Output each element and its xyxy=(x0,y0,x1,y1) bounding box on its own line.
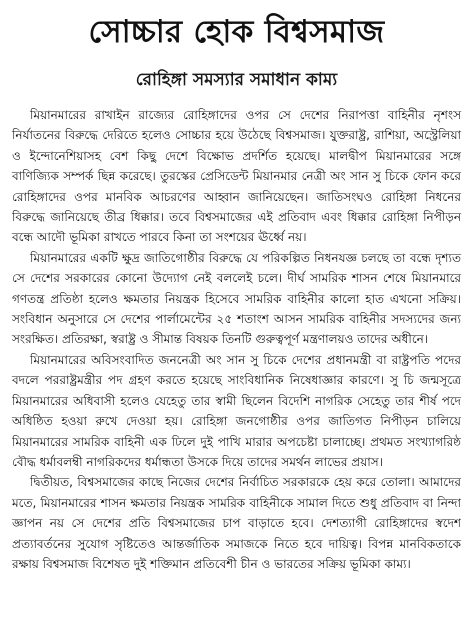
headline: সোচ্চার হোক বিশ্বসমাজ xyxy=(88,14,385,50)
subheadline: রোহিঙ্গা সমস্যার সমাধান কাম্য xyxy=(135,70,338,90)
paragraph-4: দ্বিতীয়ত, বিশ্বসমাজের কাছে নিজের দেশের নির্বাচিত সরকারকে হেয় করে তোলা। আমাদের মতে, মিয়ানমারের শাসন ক্ষমতার নিয়ন্ত্রক সামরিক বাহিনীকে সামাল দিতে শুধু প্রতিবাদ বা নিন্দা জ্ঞাপন নয় সে দেশের প্রতি বিশ্বসমাজের চাপ বাড়াতে হবে। দেশত্যাগী রোহিঙ্গাদের স্বদেশ প্রত্যাবর্তনের সুযোগ সৃষ্টিতেও আন্তর্জাতিক সমাজকে নিতে হবে দায়িত্ব। বিপন্ন মানবিকতাকে রক্ষায় বিশ্বসমাজ বিশেষত দুই শক্তিমান প্রতিবেশী চীন ও ভারতের সক্রিয় ভূমিকা কাম্য। xyxy=(12,475,461,571)
article-body xyxy=(12,105,461,574)
paragraph-3: মিয়ানমারের অবিসংবাদিত জননেত্রী অং সান সু চিকে দেশের প্রধানমন্ত্রী বা রাষ্ট্রপতি পদের বদলে পররাষ্ট্রমন্ত্রীর পদ গ্রহণ করতে হয়েছে সাংবিধানিক নিষেধাজ্ঞার কারণে। সু চি জন্মসূত্রে মিয়ানমারের অধিবাসী হলেও যেহেতু তার স্বামী ছিলেন বিদেশি নাগরিক সেহেতু তার শীর্ষ পদে অধিষ্ঠিত হওয়া রুখে দেওয়া হয়। রোহিঙ্গা জনগোষ্ঠীর ওপর জাতিগত নিপীড়ন চালিয়ে মিয়ানমারের সামরিক বাহিনী এক ঢিলে দুই পাখি মারার অপচেষ্টা চালাচ্ছে। প্রথমত সংখ্যাগরিষ্ঠ বৌদ্ধ ধর্মাবলম্বী নাগরিকদের ধর্মান্ধতা উসকে দিয়ে তাদের সমর্থন লাভের প্রয়াস। xyxy=(12,352,461,469)
paragraph-1: মিয়ানমারের রাখাইন রাজ্যের রোহিঙ্গাদের ওপর সে দেশের নিরাপত্তা বাহিনীর নৃশংস নির্যাতনের বিরুদ্ধে দেরিতে হলেও সোচ্চার হয়ে উঠেছে বিশ্বসমাজ। যুক্তরাষ্ট্র, রাশিয়া, অস্ট্রেলিয়া ও ইন্দোনেশিয়াসহ বেশ কিছু দেশে বিক্ষোভ প্রদর্শিত হয়েছে। মালদ্বীপ মিয়ানমারের সঙ্গে বাণিজ্যিক সম্পর্ক ছিন্ন করেছে। তুরস্কের প্রেসিডেন্ট মিয়ানমার নেত্রী অং সান সু চিকে ফোন করে রোহিঙ্গাদের ওপর মানবিক আচরণের আহ্বান জানিয়েছেন। জাতিসংঘও রোহিঙ্গা নিধনের বিরুদ্ধে জানিয়েছে তীব্র ধিক্কার। তবে বিশ্বসমাজের এই প্রতিবাদ এবং ধিক্কার রোহিঙ্গা নিপীড়ন বন্ধে আদৌ ভূমিকা রাখতে পারবে কিনা তা সংশয়ের ঊর্ধ্বে নয়। xyxy=(12,108,461,245)
paragraph-2: মিয়ানমারের একটি ক্ষুদ্র জাতিগোষ্ঠীর বিরুদ্ধে যে পরিকল্পিত নিধনযজ্ঞ চলছে তা বন্ধে দৃশ্যত সে দেশের সরকারের কোনো উদ্যোগ নেই বললেই চলে। দীর্ঘ সামরিক শাসন শেষে মিয়ানমারে গণতন্ত্র প্রতিষ্ঠা হলেও ক্ষমতার নিয়ন্ত্রক হিসেবে সামরিক বাহিনীর কালো হাত এখনো সক্রিয়। সংবিধান অনুসারে সে দেশের পার্লামেন্টের ২৫ শতাংশ আসন সামরিক বাহিনীর সদস্যদের জন্য সংরক্ষিত। প্রতিরক্ষা, স্বরাষ্ট্র ও সীমান্ত বিষয়ক তিনটি গুরুত্বপূর্ণ মন্ত্রণালয়ও তাদের অধীনে। xyxy=(12,250,461,347)
